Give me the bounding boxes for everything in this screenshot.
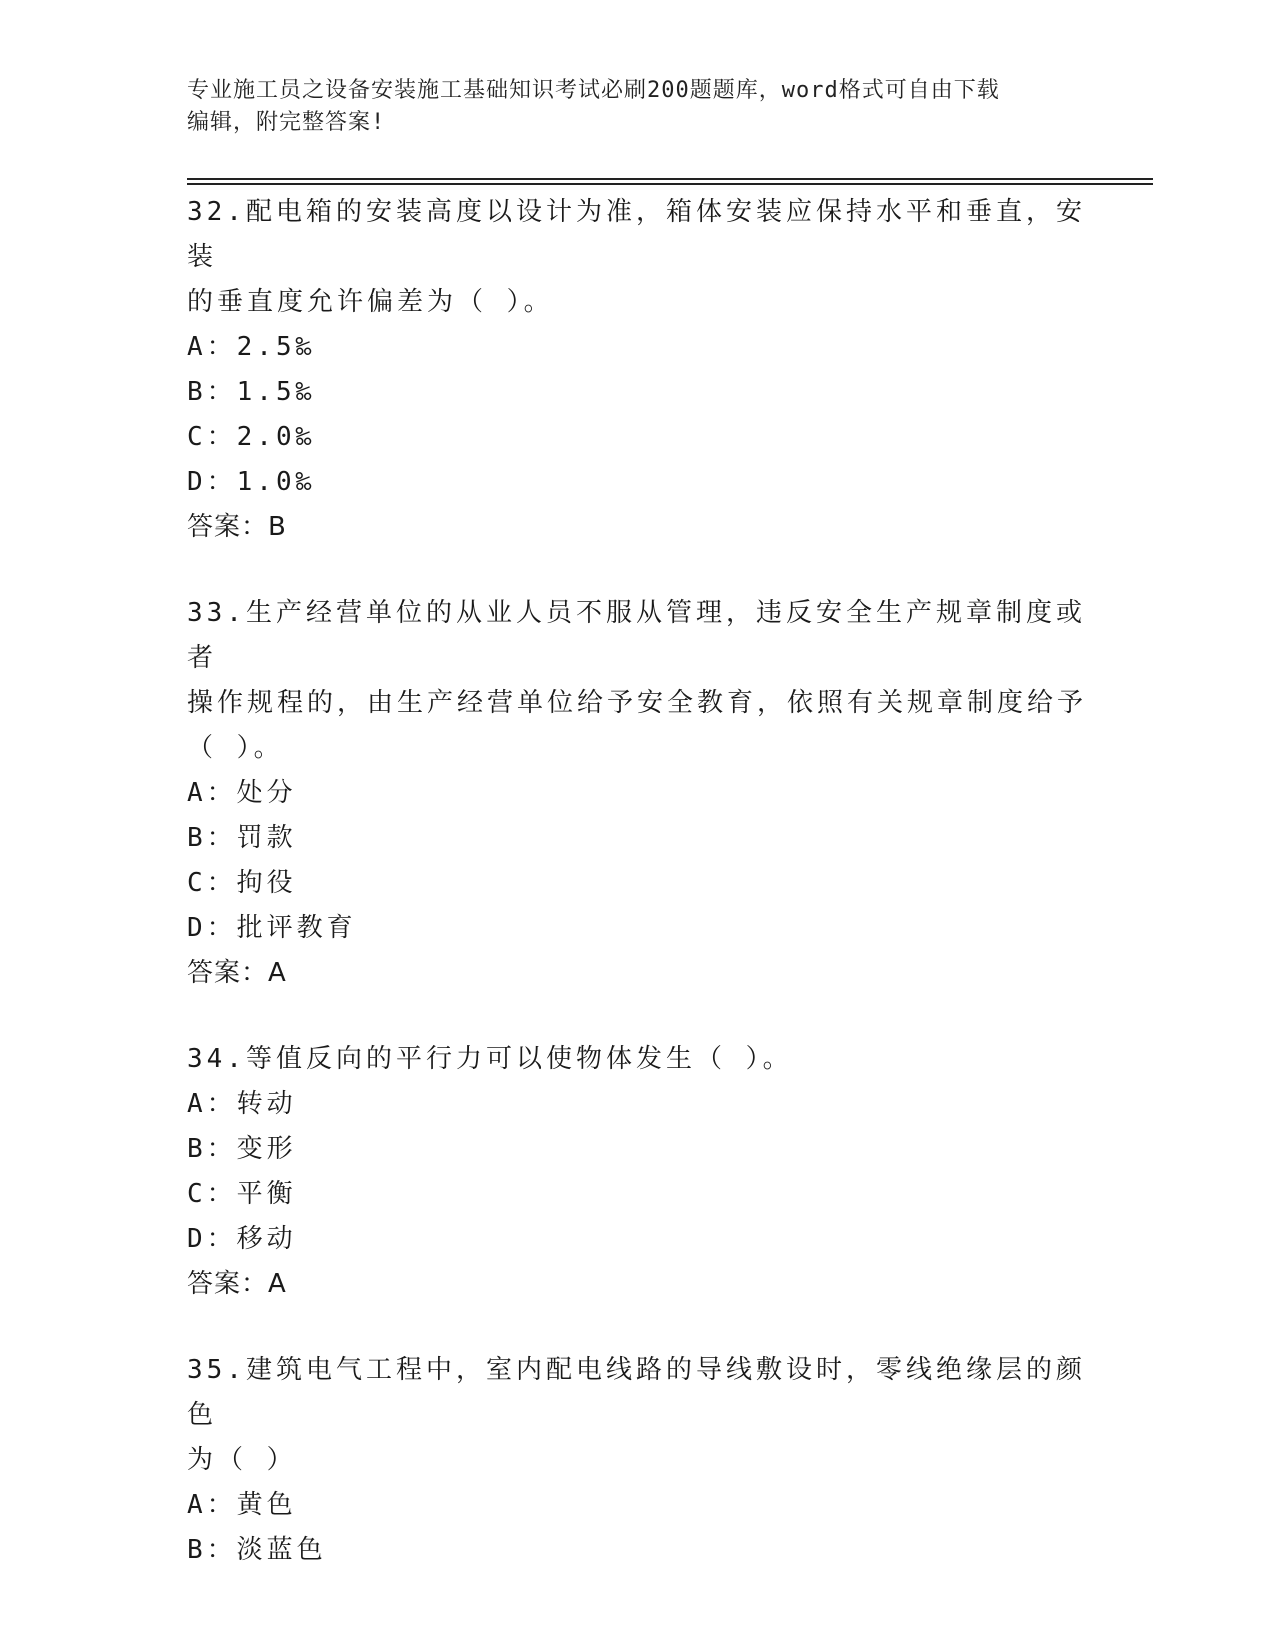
question-stem: 为（ ） [187,1445,297,1475]
option-c: C：拘役 [187,868,297,898]
header-line-1: 专业施工员之设备安装施工基础知识考试必刷200题题库，word格式可自由下载 [187,78,1000,103]
question-34 [187,1037,1087,1307]
option-a: A：转动 [187,1089,297,1119]
option-b: B：1.5‰ [187,377,316,407]
answer: 答案：B [187,512,287,542]
header-divider-bottom [187,183,1153,185]
question-stem: 32.配电箱的安装高度以设计为准，箱体安装应保持水平和垂直，安装 [187,197,1086,272]
question-32 [187,190,1087,550]
option-b: B：淡蓝色 [187,1535,327,1565]
question-stem: 34.等值反向的平行力可以使物体发生（ ）。 [187,1044,793,1074]
option-b: B：罚款 [187,823,297,853]
option-d: D：移动 [187,1224,297,1254]
question-stem: 的垂直度允许偏差为（ ）。 [187,287,554,317]
option-c: C：平衡 [187,1179,297,1209]
header-line-2: 编辑，附完整答案! [187,110,386,135]
document-header [187,75,1077,139]
question-stem: 操作规程的，由生产经营单位给予安全教育，依照有关规章制度给予 [187,688,1088,718]
option-d: D：批评教育 [187,913,357,943]
option-a: A：2.5‰ [187,332,316,362]
question-stem: 35.建筑电气工程中，室内配电线路的导线敷设时，零线绝缘层的颜色 [187,1355,1086,1430]
question-list [187,190,1087,1614]
answer: 答案：A [187,958,287,988]
header-divider-top [187,178,1153,180]
option-b: B：变形 [187,1134,297,1164]
question-35 [187,1348,1087,1573]
question-stem: 33.生产经营单位的从业人员不服从管理，违反安全生产规章制度或者 [187,598,1086,673]
option-a: A：黄色 [187,1490,297,1520]
question-33 [187,591,1087,996]
option-c: C：2.0‰ [187,422,316,452]
option-d: D：1.0‰ [187,467,316,497]
option-a: A：处分 [187,778,297,808]
question-stem: （ ）。 [187,733,284,763]
answer: 答案：A [187,1269,287,1299]
